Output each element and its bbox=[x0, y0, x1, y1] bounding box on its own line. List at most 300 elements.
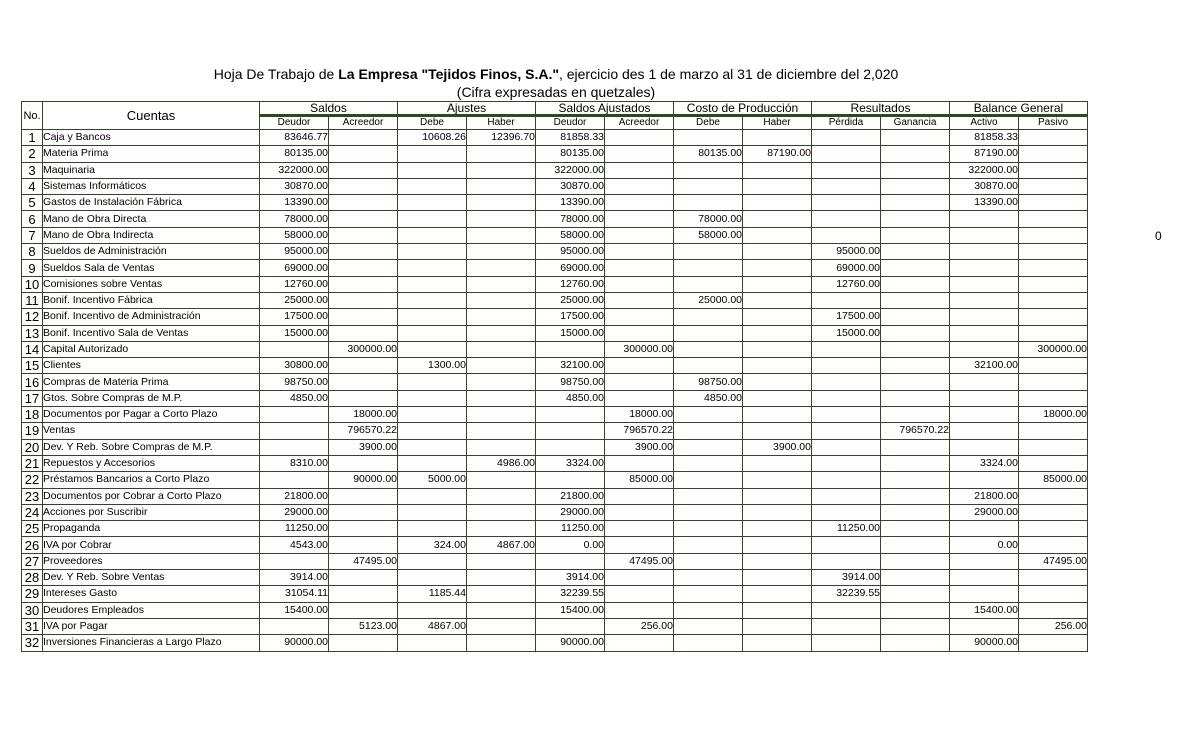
amount-cell[interactable] bbox=[329, 211, 397, 226]
amount-cell[interactable] bbox=[812, 358, 880, 373]
amount-cell[interactable] bbox=[812, 635, 880, 650]
amount-cell[interactable]: 300000.00 bbox=[1019, 342, 1087, 357]
amount-cell[interactable] bbox=[881, 440, 949, 455]
amount-cell[interactable]: 18000.00 bbox=[329, 407, 397, 422]
account-name-cell[interactable]: Gastos de Instalación Fábrica bbox=[43, 195, 259, 210]
amount-cell[interactable]: 3914.00 bbox=[536, 570, 604, 585]
amount-cell[interactable] bbox=[881, 244, 949, 259]
account-name-cell[interactable]: Caja y Bancos bbox=[43, 130, 259, 145]
amount-cell[interactable] bbox=[260, 407, 328, 422]
amount-cell[interactable] bbox=[605, 537, 673, 552]
amount-cell[interactable] bbox=[1019, 358, 1087, 373]
amount-cell[interactable] bbox=[881, 277, 949, 292]
amount-cell[interactable] bbox=[812, 179, 880, 194]
amount-cell[interactable] bbox=[398, 342, 466, 357]
amount-cell[interactable] bbox=[467, 603, 535, 618]
amount-cell[interactable] bbox=[605, 374, 673, 389]
amount-cell[interactable]: 11250.00 bbox=[260, 521, 328, 536]
row-number[interactable]: 23 bbox=[22, 489, 42, 504]
amount-cell[interactable]: 80135.00 bbox=[674, 146, 742, 161]
amount-cell[interactable] bbox=[881, 195, 949, 210]
amount-cell[interactable] bbox=[743, 277, 811, 292]
amount-cell[interactable] bbox=[605, 635, 673, 650]
row-number[interactable]: 24 bbox=[22, 505, 42, 520]
amount-cell[interactable] bbox=[743, 619, 811, 634]
amount-cell[interactable] bbox=[674, 423, 742, 438]
amount-cell[interactable]: 3914.00 bbox=[260, 570, 328, 585]
amount-cell[interactable] bbox=[398, 391, 466, 406]
amount-cell[interactable] bbox=[743, 163, 811, 178]
amount-cell[interactable] bbox=[812, 619, 880, 634]
amount-cell[interactable]: 10608.26 bbox=[398, 130, 466, 145]
amount-cell[interactable]: 90000.00 bbox=[950, 635, 1018, 650]
amount-cell[interactable] bbox=[743, 407, 811, 422]
amount-cell[interactable]: 324.00 bbox=[398, 537, 466, 552]
amount-cell[interactable] bbox=[743, 195, 811, 210]
amount-cell[interactable]: 95000.00 bbox=[536, 244, 604, 259]
amount-cell[interactable] bbox=[467, 391, 535, 406]
amount-cell[interactable]: 4850.00 bbox=[674, 391, 742, 406]
amount-cell[interactable] bbox=[329, 603, 397, 618]
amount-cell[interactable] bbox=[881, 260, 949, 275]
amount-cell[interactable] bbox=[950, 374, 1018, 389]
amount-cell[interactable] bbox=[950, 228, 1018, 243]
amount-cell[interactable] bbox=[329, 277, 397, 292]
amount-cell[interactable] bbox=[605, 358, 673, 373]
amount-cell[interactable] bbox=[674, 277, 742, 292]
amount-cell[interactable] bbox=[881, 326, 949, 341]
amount-cell[interactable] bbox=[881, 521, 949, 536]
amount-cell[interactable] bbox=[260, 472, 328, 487]
amount-cell[interactable]: 32100.00 bbox=[536, 358, 604, 373]
amount-cell[interactable] bbox=[743, 293, 811, 308]
amount-cell[interactable] bbox=[881, 505, 949, 520]
amount-cell[interactable] bbox=[812, 374, 880, 389]
amount-cell[interactable] bbox=[1019, 260, 1087, 275]
amount-cell[interactable] bbox=[950, 423, 1018, 438]
row-number[interactable]: 12 bbox=[22, 309, 42, 324]
amount-cell[interactable] bbox=[605, 603, 673, 618]
amount-cell[interactable] bbox=[260, 342, 328, 357]
amount-cell[interactable]: 85000.00 bbox=[1019, 472, 1087, 487]
amount-cell[interactable] bbox=[398, 521, 466, 536]
amount-cell[interactable] bbox=[467, 228, 535, 243]
amount-cell[interactable] bbox=[329, 489, 397, 504]
amount-cell[interactable]: 1185.44 bbox=[398, 586, 466, 601]
amount-cell[interactable]: 300000.00 bbox=[329, 342, 397, 357]
amount-cell[interactable] bbox=[605, 130, 673, 145]
amount-cell[interactable] bbox=[1019, 489, 1087, 504]
amount-cell[interactable]: 5000.00 bbox=[398, 472, 466, 487]
amount-cell[interactable] bbox=[881, 635, 949, 650]
amount-cell[interactable]: 85000.00 bbox=[605, 472, 673, 487]
amount-cell[interactable] bbox=[812, 228, 880, 243]
amount-cell[interactable] bbox=[1019, 570, 1087, 585]
amount-cell[interactable] bbox=[398, 570, 466, 585]
account-name-cell[interactable]: Mano de Obra Directa bbox=[43, 211, 259, 226]
row-number[interactable]: 29 bbox=[22, 586, 42, 601]
amount-cell[interactable] bbox=[674, 619, 742, 634]
account-name-cell[interactable]: Repuestos y Accesorios bbox=[43, 456, 259, 471]
amount-cell[interactable]: 30870.00 bbox=[536, 179, 604, 194]
amount-cell[interactable] bbox=[812, 293, 880, 308]
row-number[interactable]: 3 bbox=[22, 163, 42, 178]
account-name-cell[interactable]: Propaganda bbox=[43, 521, 259, 536]
amount-cell[interactable] bbox=[674, 456, 742, 471]
amount-cell[interactable] bbox=[743, 326, 811, 341]
amount-cell[interactable] bbox=[674, 570, 742, 585]
amount-cell[interactable] bbox=[812, 554, 880, 569]
amount-cell[interactable] bbox=[398, 456, 466, 471]
amount-cell[interactable] bbox=[743, 179, 811, 194]
amount-cell[interactable] bbox=[743, 423, 811, 438]
amount-cell[interactable] bbox=[743, 358, 811, 373]
row-number[interactable]: 22 bbox=[22, 472, 42, 487]
amount-cell[interactable] bbox=[398, 635, 466, 650]
amount-cell[interactable] bbox=[1019, 179, 1087, 194]
amount-cell[interactable] bbox=[467, 440, 535, 455]
amount-cell[interactable] bbox=[743, 635, 811, 650]
amount-cell[interactable] bbox=[329, 505, 397, 520]
amount-cell[interactable] bbox=[329, 326, 397, 341]
amount-cell[interactable] bbox=[743, 456, 811, 471]
amount-cell[interactable]: 83646.77 bbox=[260, 130, 328, 145]
amount-cell[interactable] bbox=[467, 211, 535, 226]
amount-cell[interactable] bbox=[467, 570, 535, 585]
amount-cell[interactable] bbox=[467, 472, 535, 487]
amount-cell[interactable]: 0.00 bbox=[950, 537, 1018, 552]
amount-cell[interactable] bbox=[605, 211, 673, 226]
amount-cell[interactable] bbox=[467, 358, 535, 373]
row-number[interactable]: 13 bbox=[22, 326, 42, 341]
amount-cell[interactable] bbox=[881, 456, 949, 471]
amount-cell[interactable]: 25000.00 bbox=[260, 293, 328, 308]
amount-cell[interactable] bbox=[1019, 293, 1087, 308]
amount-cell[interactable] bbox=[467, 586, 535, 601]
amount-cell[interactable] bbox=[398, 228, 466, 243]
amount-cell[interactable] bbox=[398, 277, 466, 292]
row-number[interactable]: 2 bbox=[22, 146, 42, 161]
amount-cell[interactable] bbox=[881, 472, 949, 487]
amount-cell[interactable] bbox=[605, 326, 673, 341]
amount-cell[interactable] bbox=[536, 440, 604, 455]
amount-cell[interactable] bbox=[467, 423, 535, 438]
amount-cell[interactable] bbox=[398, 260, 466, 275]
amount-cell[interactable] bbox=[881, 391, 949, 406]
amount-cell[interactable] bbox=[605, 195, 673, 210]
amount-cell[interactable] bbox=[467, 407, 535, 422]
amount-cell[interactable] bbox=[812, 489, 880, 504]
amount-cell[interactable] bbox=[881, 586, 949, 601]
amount-cell[interactable] bbox=[1019, 309, 1087, 324]
amount-cell[interactable] bbox=[605, 456, 673, 471]
amount-cell[interactable]: 80135.00 bbox=[260, 146, 328, 161]
account-name-cell[interactable]: Gtos. Sobre Compras de M.P. bbox=[43, 391, 259, 406]
amount-cell[interactable]: 29000.00 bbox=[950, 505, 1018, 520]
amount-cell[interactable] bbox=[881, 163, 949, 178]
amount-cell[interactable]: 58000.00 bbox=[674, 228, 742, 243]
amount-cell[interactable]: 25000.00 bbox=[536, 293, 604, 308]
account-name-cell[interactable]: Proveedores bbox=[43, 554, 259, 569]
amount-cell[interactable] bbox=[467, 146, 535, 161]
amount-cell[interactable] bbox=[674, 358, 742, 373]
amount-cell[interactable] bbox=[674, 260, 742, 275]
amount-cell[interactable]: 4867.00 bbox=[398, 619, 466, 634]
amount-cell[interactable]: 796570.22 bbox=[329, 423, 397, 438]
amount-cell[interactable] bbox=[398, 146, 466, 161]
amount-cell[interactable] bbox=[467, 619, 535, 634]
amount-cell[interactable] bbox=[743, 374, 811, 389]
amount-cell[interactable] bbox=[329, 293, 397, 308]
amount-cell[interactable] bbox=[329, 374, 397, 389]
amount-cell[interactable] bbox=[329, 537, 397, 552]
amount-cell[interactable] bbox=[467, 342, 535, 357]
amount-cell[interactable] bbox=[398, 554, 466, 569]
amount-cell[interactable]: 17500.00 bbox=[812, 309, 880, 324]
amount-cell[interactable]: 95000.00 bbox=[260, 244, 328, 259]
amount-cell[interactable] bbox=[674, 244, 742, 259]
amount-cell[interactable] bbox=[812, 407, 880, 422]
amount-cell[interactable] bbox=[398, 489, 466, 504]
row-number[interactable]: 20 bbox=[22, 440, 42, 455]
amount-cell[interactable]: 12760.00 bbox=[812, 277, 880, 292]
amount-cell[interactable]: 98750.00 bbox=[260, 374, 328, 389]
amount-cell[interactable] bbox=[1019, 440, 1087, 455]
amount-cell[interactable]: 796570.22 bbox=[605, 423, 673, 438]
amount-cell[interactable] bbox=[1019, 374, 1087, 389]
amount-cell[interactable] bbox=[674, 179, 742, 194]
amount-cell[interactable] bbox=[881, 554, 949, 569]
amount-cell[interactable] bbox=[605, 260, 673, 275]
amount-cell[interactable] bbox=[950, 391, 1018, 406]
amount-cell[interactable] bbox=[674, 309, 742, 324]
amount-cell[interactable] bbox=[1019, 635, 1087, 650]
amount-cell[interactable]: 3324.00 bbox=[950, 456, 1018, 471]
amount-cell[interactable]: 21800.00 bbox=[536, 489, 604, 504]
amount-cell[interactable] bbox=[605, 521, 673, 536]
amount-cell[interactable]: 13390.00 bbox=[950, 195, 1018, 210]
amount-cell[interactable] bbox=[1019, 391, 1087, 406]
amount-cell[interactable] bbox=[743, 211, 811, 226]
amount-cell[interactable] bbox=[743, 342, 811, 357]
amount-cell[interactable]: 47495.00 bbox=[1019, 554, 1087, 569]
row-number[interactable]: 32 bbox=[22, 635, 42, 650]
amount-cell[interactable]: 18000.00 bbox=[605, 407, 673, 422]
amount-cell[interactable] bbox=[950, 309, 1018, 324]
amount-cell[interactable]: 30870.00 bbox=[260, 179, 328, 194]
amount-cell[interactable]: 13390.00 bbox=[536, 195, 604, 210]
amount-cell[interactable] bbox=[329, 179, 397, 194]
amount-cell[interactable] bbox=[329, 195, 397, 210]
amount-cell[interactable] bbox=[812, 440, 880, 455]
amount-cell[interactable] bbox=[467, 521, 535, 536]
amount-cell[interactable]: 18000.00 bbox=[1019, 407, 1087, 422]
account-name-cell[interactable]: Clientes bbox=[43, 358, 259, 373]
amount-cell[interactable] bbox=[398, 505, 466, 520]
amount-cell[interactable] bbox=[881, 619, 949, 634]
amount-cell[interactable] bbox=[398, 211, 466, 226]
amount-cell[interactable] bbox=[260, 554, 328, 569]
account-name-cell[interactable]: Materia Prima bbox=[43, 146, 259, 161]
row-number[interactable]: 31 bbox=[22, 619, 42, 634]
amount-cell[interactable] bbox=[1019, 228, 1087, 243]
amount-cell[interactable]: 4543.00 bbox=[260, 537, 328, 552]
amount-cell[interactable] bbox=[1019, 244, 1087, 259]
amount-cell[interactable] bbox=[605, 391, 673, 406]
amount-cell[interactable] bbox=[881, 358, 949, 373]
amount-cell[interactable]: 87190.00 bbox=[743, 146, 811, 161]
amount-cell[interactable]: 69000.00 bbox=[812, 260, 880, 275]
amount-cell[interactable] bbox=[467, 309, 535, 324]
amount-cell[interactable]: 15000.00 bbox=[812, 326, 880, 341]
amount-cell[interactable] bbox=[881, 374, 949, 389]
amount-cell[interactable]: 256.00 bbox=[605, 619, 673, 634]
amount-cell[interactable] bbox=[674, 505, 742, 520]
amount-cell[interactable]: 47495.00 bbox=[329, 554, 397, 569]
amount-cell[interactable] bbox=[605, 505, 673, 520]
amount-cell[interactable] bbox=[398, 407, 466, 422]
amount-cell[interactable]: 32239.55 bbox=[536, 586, 604, 601]
account-name-cell[interactable]: Acciones por Suscribir bbox=[43, 505, 259, 520]
account-name-cell[interactable]: Maquinaria bbox=[43, 163, 259, 178]
amount-cell[interactable] bbox=[1019, 586, 1087, 601]
amount-cell[interactable] bbox=[1019, 195, 1087, 210]
amount-cell[interactable] bbox=[950, 244, 1018, 259]
amount-cell[interactable]: 15400.00 bbox=[536, 603, 604, 618]
row-number[interactable]: 14 bbox=[22, 342, 42, 357]
amount-cell[interactable]: 322000.00 bbox=[950, 163, 1018, 178]
amount-cell[interactable] bbox=[536, 423, 604, 438]
amount-cell[interactable] bbox=[674, 635, 742, 650]
amount-cell[interactable] bbox=[467, 163, 535, 178]
amount-cell[interactable] bbox=[398, 309, 466, 324]
account-name-cell[interactable]: Deudores Empleados bbox=[43, 603, 259, 618]
row-number[interactable]: 15 bbox=[22, 358, 42, 373]
amount-cell[interactable]: 12760.00 bbox=[536, 277, 604, 292]
amount-cell[interactable] bbox=[743, 260, 811, 275]
amount-cell[interactable]: 12396.70 bbox=[467, 130, 535, 145]
amount-cell[interactable] bbox=[605, 277, 673, 292]
amount-cell[interactable]: 17500.00 bbox=[536, 309, 604, 324]
amount-cell[interactable] bbox=[260, 423, 328, 438]
row-number[interactable]: 9 bbox=[22, 260, 42, 275]
amount-cell[interactable] bbox=[881, 146, 949, 161]
amount-cell[interactable] bbox=[1019, 163, 1087, 178]
amount-cell[interactable]: 69000.00 bbox=[260, 260, 328, 275]
row-number[interactable]: 10 bbox=[22, 277, 42, 292]
amount-cell[interactable] bbox=[881, 489, 949, 504]
amount-cell[interactable] bbox=[1019, 423, 1087, 438]
row-number[interactable]: 19 bbox=[22, 423, 42, 438]
amount-cell[interactable] bbox=[398, 326, 466, 341]
amount-cell[interactable]: 98750.00 bbox=[536, 374, 604, 389]
amount-cell[interactable] bbox=[812, 130, 880, 145]
amount-cell[interactable] bbox=[743, 228, 811, 243]
amount-cell[interactable] bbox=[398, 423, 466, 438]
amount-cell[interactable]: 25000.00 bbox=[674, 293, 742, 308]
amount-cell[interactable] bbox=[467, 195, 535, 210]
amount-cell[interactable]: 90000.00 bbox=[536, 635, 604, 650]
account-name-cell[interactable]: Préstamos Bancarios a Corto Plazo bbox=[43, 472, 259, 487]
amount-cell[interactable] bbox=[743, 570, 811, 585]
amount-cell[interactable] bbox=[812, 211, 880, 226]
amount-cell[interactable] bbox=[605, 293, 673, 308]
amount-cell[interactable] bbox=[398, 293, 466, 308]
amount-cell[interactable]: 32100.00 bbox=[950, 358, 1018, 373]
amount-cell[interactable]: 80135.00 bbox=[536, 146, 604, 161]
account-name-cell[interactable]: IVA por Pagar bbox=[43, 619, 259, 634]
amount-cell[interactable] bbox=[467, 244, 535, 259]
amount-cell[interactable] bbox=[329, 130, 397, 145]
amount-cell[interactable] bbox=[605, 179, 673, 194]
row-number[interactable]: 28 bbox=[22, 570, 42, 585]
amount-cell[interactable] bbox=[674, 603, 742, 618]
amount-cell[interactable] bbox=[260, 440, 328, 455]
account-name-cell[interactable]: Sueldos de Administración bbox=[43, 244, 259, 259]
amount-cell[interactable]: 4986.00 bbox=[467, 456, 535, 471]
amount-cell[interactable] bbox=[881, 603, 949, 618]
row-number[interactable]: 30 bbox=[22, 603, 42, 618]
amount-cell[interactable]: 4850.00 bbox=[536, 391, 604, 406]
account-name-cell[interactable]: Dev. Y Reb. Sobre Compras de M.P. bbox=[43, 440, 259, 455]
account-name-cell[interactable]: Inversiones Financieras a Largo Plazo bbox=[43, 635, 259, 650]
amount-cell[interactable] bbox=[812, 537, 880, 552]
amount-cell[interactable] bbox=[605, 146, 673, 161]
account-name-cell[interactable]: Ventas bbox=[43, 423, 259, 438]
row-number[interactable]: 8 bbox=[22, 244, 42, 259]
account-name-cell[interactable]: Bonif. Incentivo Fábrica bbox=[43, 293, 259, 308]
amount-cell[interactable] bbox=[467, 489, 535, 504]
amount-cell[interactable] bbox=[467, 635, 535, 650]
row-number[interactable]: 6 bbox=[22, 211, 42, 226]
amount-cell[interactable]: 4867.00 bbox=[467, 537, 535, 552]
amount-cell[interactable] bbox=[260, 619, 328, 634]
amount-cell[interactable]: 796570.22 bbox=[881, 423, 949, 438]
amount-cell[interactable] bbox=[1019, 505, 1087, 520]
amount-cell[interactable] bbox=[812, 423, 880, 438]
amount-cell[interactable] bbox=[1019, 211, 1087, 226]
amount-cell[interactable]: 58000.00 bbox=[536, 228, 604, 243]
amount-cell[interactable] bbox=[605, 586, 673, 601]
amount-cell[interactable] bbox=[950, 440, 1018, 455]
amount-cell[interactable]: 3900.00 bbox=[605, 440, 673, 455]
amount-cell[interactable] bbox=[605, 489, 673, 504]
amount-cell[interactable] bbox=[536, 407, 604, 422]
amount-cell[interactable]: 32239.55 bbox=[812, 586, 880, 601]
amount-cell[interactable] bbox=[536, 472, 604, 487]
amount-cell[interactable] bbox=[881, 407, 949, 422]
amount-cell[interactable]: 58000.00 bbox=[260, 228, 328, 243]
amount-cell[interactable] bbox=[950, 211, 1018, 226]
amount-cell[interactable] bbox=[329, 163, 397, 178]
amount-cell[interactable] bbox=[881, 179, 949, 194]
amount-cell[interactable]: 29000.00 bbox=[260, 505, 328, 520]
amount-cell[interactable] bbox=[743, 554, 811, 569]
amount-cell[interactable] bbox=[743, 244, 811, 259]
row-number[interactable]: 18 bbox=[22, 407, 42, 422]
amount-cell[interactable] bbox=[950, 472, 1018, 487]
amount-cell[interactable] bbox=[674, 440, 742, 455]
amount-cell[interactable] bbox=[950, 407, 1018, 422]
row-number[interactable]: 16 bbox=[22, 374, 42, 389]
amount-cell[interactable] bbox=[743, 537, 811, 552]
amount-cell[interactable] bbox=[812, 163, 880, 178]
amount-cell[interactable] bbox=[1019, 603, 1087, 618]
amount-cell[interactable] bbox=[605, 163, 673, 178]
amount-cell[interactable] bbox=[1019, 537, 1087, 552]
amount-cell[interactable] bbox=[950, 586, 1018, 601]
account-name-cell[interactable]: Dev. Y Reb. Sobre Ventas bbox=[43, 570, 259, 585]
